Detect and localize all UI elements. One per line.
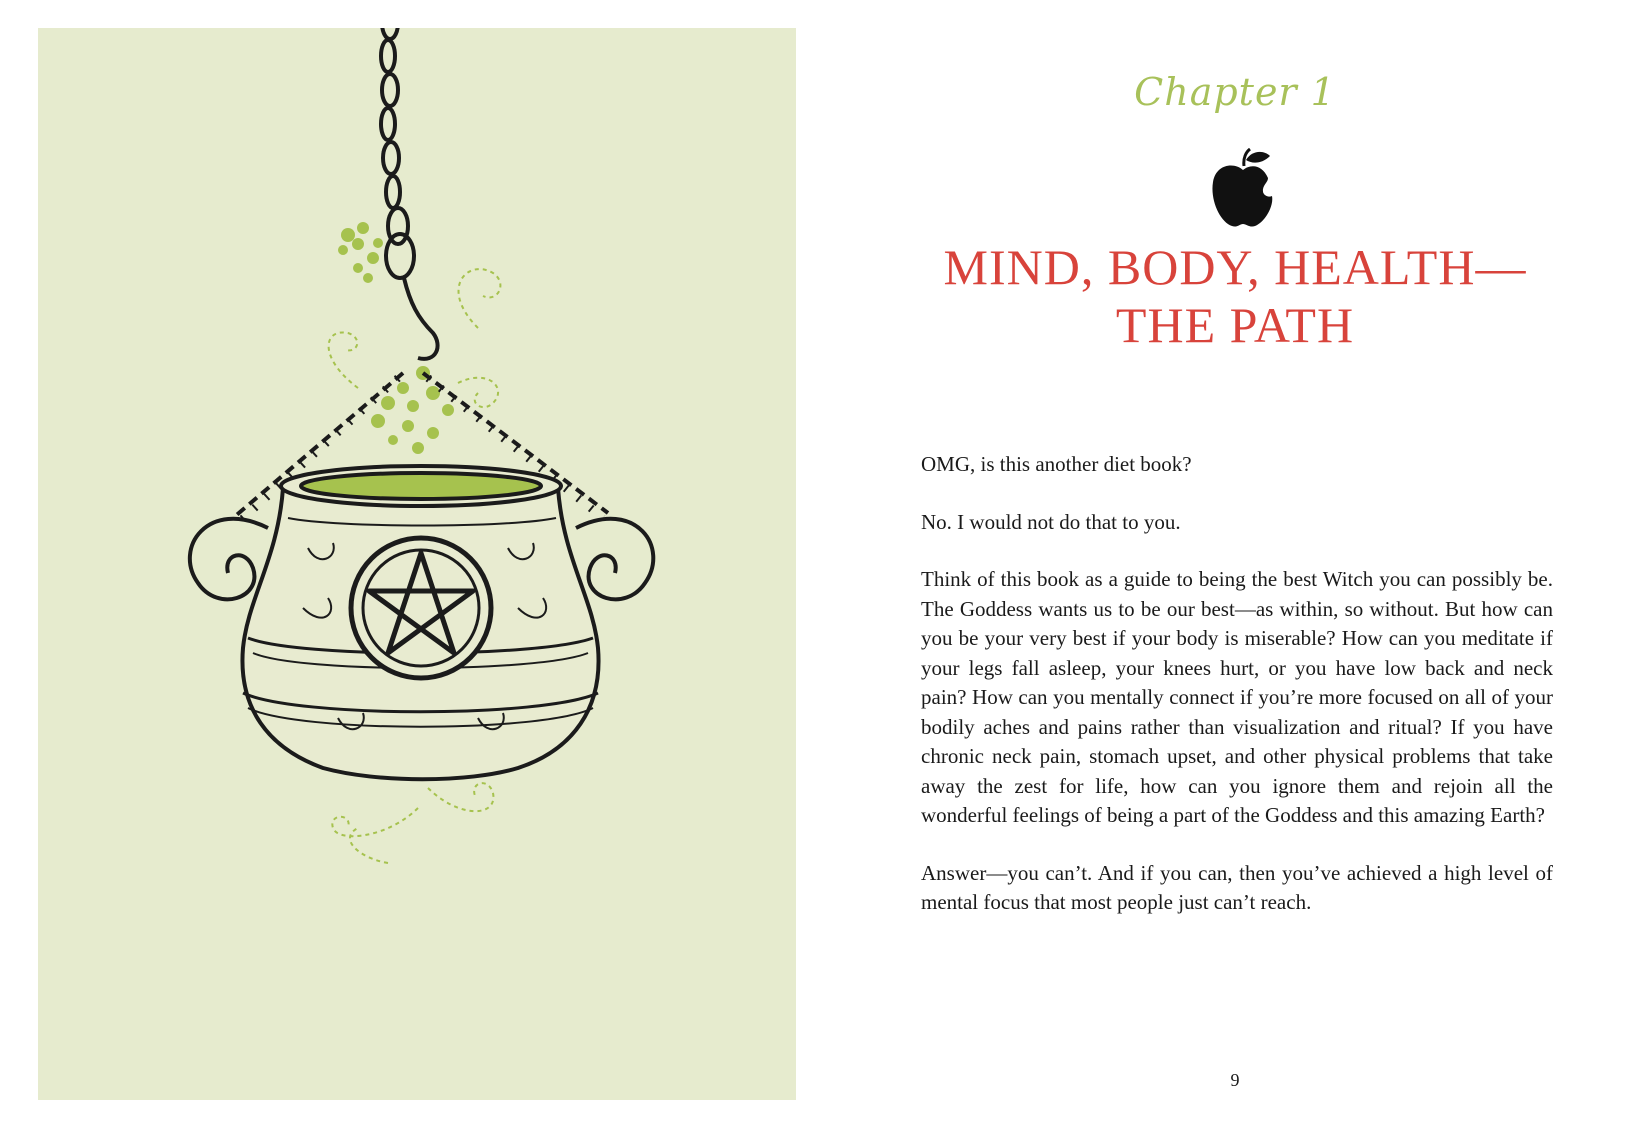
paragraph: Think of this book as a guide to being the best Witch you can possibly be. The Goddess wants us to be our best—as within, so without. But how can you be your very best if your body is miserable? How can you meditate if your legs fall asleep, your knees hurt, or you have low back and neck pain? How can you mentally connect if you’re more focused on all of your bodily aches and pains rather than visualization and ritual? If you have chronic neck pain, stomach upset, and other physical problems that take away the zest for life, how can you ignore them and rejoin all the wonderful feelings of being a part of the Goddess and this amazing Earth? — [921, 567, 1553, 827]
chapter-title-line-2: THE PATH — [1115, 297, 1355, 353]
paragraph: OMG, is this another diet book? — [921, 452, 1192, 476]
chapter-label: Chapter 1 — [1134, 70, 1336, 114]
illustration-page — [38, 28, 796, 1100]
text-page — [860, 0, 1651, 1125]
paragraph: No. I would not do that to you. — [921, 509, 1181, 534]
apple-icon — [1210, 148, 1276, 228]
body-text — [921, 450, 1553, 946]
paragraph: Answer—you can’t. And if you can, then you’ve achieved a high level of mental focus that most people just can’t reach. — [921, 860, 1553, 914]
chapter-title — [860, 238, 1610, 354]
chapter-title-line-1: MIND, BODY, HEALTH— — [943, 239, 1527, 295]
hanging-cauldron-icon — [38, 28, 796, 1100]
page-number: 9 — [1230, 1070, 1240, 1090]
